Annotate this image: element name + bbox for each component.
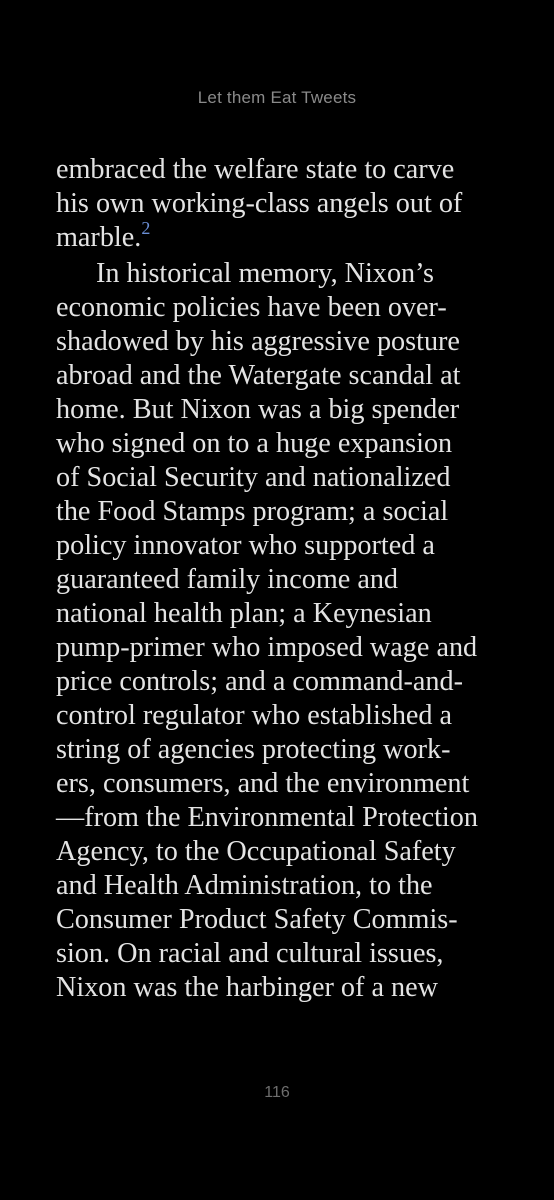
text-line: —from the Environmental Protection [56, 802, 478, 833]
text-line: guaranteed family income and [56, 564, 399, 595]
page-number: 116 [264, 1084, 290, 1101]
text-line: Nixon was the harbinger of a new [56, 972, 438, 1003]
text-line: string of agencies protecting work- [56, 734, 451, 765]
text-line: of Social Security and nationalized [56, 462, 451, 493]
book-title[interactable]: Let them Eat Tweets [197, 88, 357, 107]
text-line: and Health Administration, to the [56, 870, 433, 901]
text-line: pump-primer who imposed wage and [56, 632, 478, 663]
text-line: control regulator who established a [56, 700, 453, 731]
text-line: abroad and the Watergate scandal at [56, 360, 461, 391]
page-text [56, 153, 526, 1005]
footnote-reference-link[interactable]: 2 [141, 218, 151, 238]
text-line: the Food Stamps program; a social [56, 496, 449, 527]
text-fragment: marble. [56, 222, 142, 253]
text-line: price controls; and a command-and- [56, 666, 463, 697]
text-line: home. But Nixon was a big spender [56, 394, 460, 425]
paragraph-first-line: In historical memory, Nixon’s [96, 258, 434, 289]
text-line: economic policies have been over- [56, 292, 447, 323]
text-line: Agency, to the Occupational Safety [56, 836, 456, 867]
text-line: embraced the welfare state to carve [56, 154, 455, 185]
text-line: sion. On racial and cultural issues, [56, 938, 444, 969]
text-line-with-footnote [56, 218, 526, 257]
text-line: shadowed by his aggressive posture [56, 326, 460, 357]
text-line: his own working-class angels out of [56, 188, 463, 219]
text-line: who signed on to a huge expansion [56, 428, 453, 459]
text-line: Consumer Product Safety Commis- [56, 904, 458, 935]
text-line: national health plan; a Keynesian [56, 598, 432, 629]
text-line: policy innovator who supported a [56, 530, 435, 561]
text-line: ers, consumers, and the environment [56, 768, 470, 799]
